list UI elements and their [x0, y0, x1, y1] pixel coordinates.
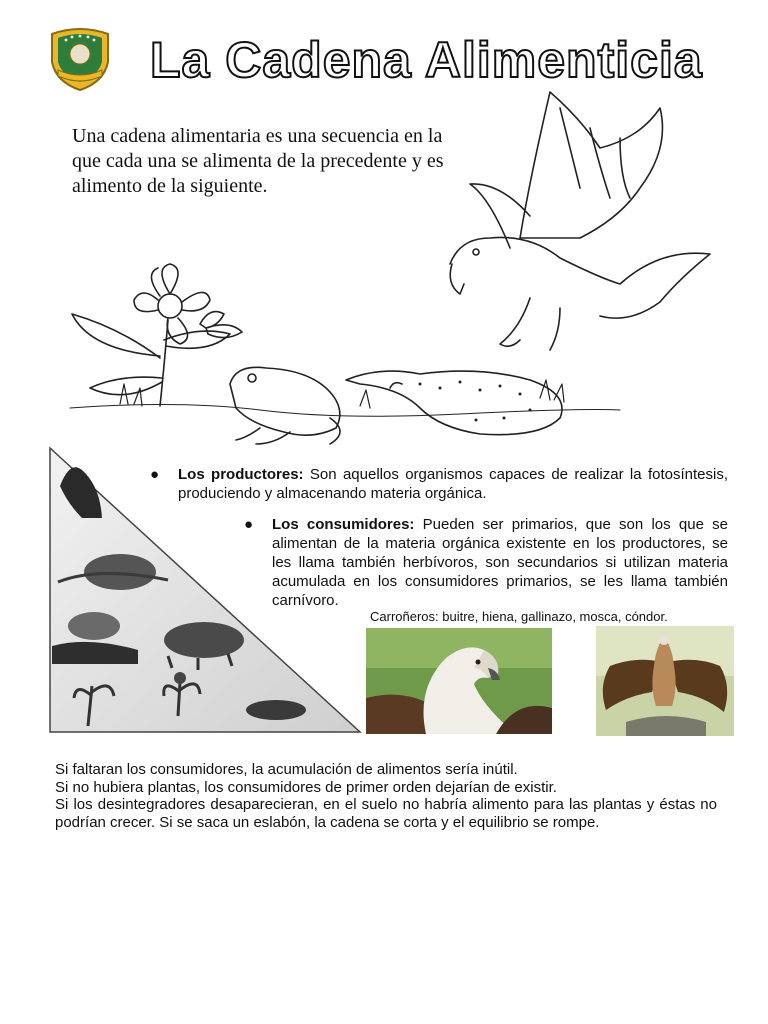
rock-icon — [246, 700, 306, 720]
producers-term: Los productores: — [178, 466, 304, 483]
page-title: La Cadena Alimenticia — [150, 32, 703, 88]
vulture-spread-wings-icon — [596, 626, 734, 736]
definitions — [148, 465, 728, 610]
intro-paragraph: Una cadena alimentaria es una secuencia en la que cada una se alimenta de la precedente y es alimento de la siguiente. — [72, 125, 444, 197]
closing-line-3: Si los desintegradores desaparecieran, en el suelo no habría alimento para las plantas y éstas no podrían crecer. Si se saca un eslabón, la cadena se corta y el equilibrio se rompe. — [55, 796, 717, 831]
consumers-term: Los consumidores: — [272, 516, 415, 533]
flower-icon — [72, 264, 230, 406]
frog-icon — [230, 367, 340, 444]
closing-line-2: Si no hubiera plantas, los consumidores de primer orden dejarían de existir. — [55, 778, 557, 796]
snake-icon — [346, 371, 562, 435]
bullet-icon: ● — [150, 466, 160, 483]
bullet-icon: ● — [244, 516, 254, 533]
butterfly-icon — [200, 312, 242, 338]
closing-line-1: Si faltaran los consumidores, la acumulación de alimentos sería inútil. — [55, 761, 518, 778]
producers-text: Son aquellos organismos capaces de realizar la fotosíntesis, produciendo y almacenando materia orgánica. — [178, 466, 729, 502]
consumers-definition — [244, 515, 729, 610]
school-crest-icon — [44, 24, 116, 94]
vulture-head-icon — [366, 628, 552, 734]
eagle-icon — [450, 92, 710, 350]
closing-paragraph — [55, 761, 717, 831]
scavengers-caption: Carroñeros: buitre, hiena, gallinazo, mosca, cóndor. — [370, 609, 668, 624]
producers-definition — [150, 465, 729, 503]
consumers-text: Pueden ser primarios, que son los que se alimentan de la materia orgánica existente en los productores, se les llama también herbívoros, son secundarios si utilizan materia acumulada en los consumidores primarios, se les llama también carnívoro. — [272, 516, 729, 609]
